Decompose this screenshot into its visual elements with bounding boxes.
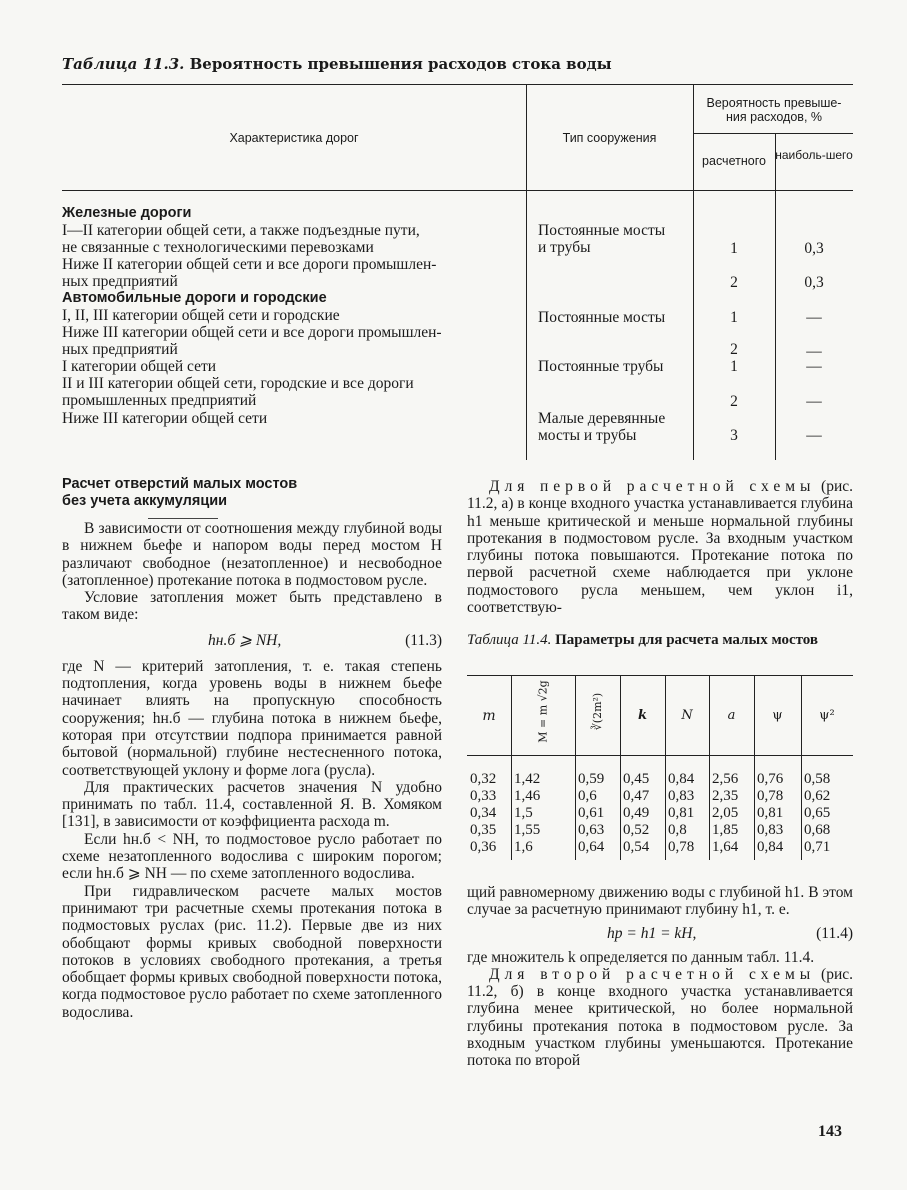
table-row: Ниже III категории общей сети xyxy=(62,410,268,427)
t114-head-psi: ψ xyxy=(772,708,783,723)
section-title: Расчет отверстий малых мостов без учета аккумуляции xyxy=(62,476,298,509)
t114-head-m: m xyxy=(482,708,496,724)
max-cell: — xyxy=(806,358,822,375)
cell: 0,34 xyxy=(470,805,497,821)
table-row xyxy=(467,839,853,856)
scheme-lead: Для второй расчетной схемы xyxy=(489,965,816,983)
table-row: I, II, III категории общей сети и городские xyxy=(62,307,340,324)
calc-cell: 1 xyxy=(730,309,738,326)
table-row xyxy=(467,771,853,788)
table-row xyxy=(467,788,853,805)
paragraph: (рис. 11.2, а) в конце входного участка устанавливается глубина h1 меньше критической и меньше нормальной глубины протекания в подмостовом русле. За входным участком глубины потока повышаются. Протекание потока по первой расчетной схеме наблюдается при уклоне подмостового русла меньшем, чем уклон i1, соответствую- xyxy=(467,478,854,617)
cell: 0,84 xyxy=(668,771,695,787)
table-top-rule xyxy=(62,84,853,85)
cell: 2,56 xyxy=(712,771,739,787)
table-row: ных предприятий xyxy=(62,341,178,358)
cell: 0,54 xyxy=(623,839,650,855)
paragraph: щий равномерному движению воды с глубиной h1. В этом случае за расчетную принимают глубину h1, т. е. xyxy=(467,884,853,919)
formula: hр = h1 = kH, xyxy=(607,924,697,942)
calc-cell: 3 xyxy=(730,427,738,444)
type-cell: Постоянные трубы xyxy=(538,358,664,375)
header-max: наиболь-шего xyxy=(775,148,853,162)
cell: 0,33 xyxy=(470,788,497,804)
right-column-top xyxy=(467,478,853,616)
table-vrule-3 xyxy=(775,134,776,460)
cell: 0,71 xyxy=(804,839,831,855)
table-header-rule xyxy=(62,190,853,191)
calc-cell: 1 xyxy=(730,240,738,257)
cell: 0,83 xyxy=(757,822,784,838)
formula-block xyxy=(467,919,853,949)
cell: 1,55 xyxy=(514,822,541,838)
table-row: Ниже III категории общей сети и все дороги промышлен- xyxy=(62,324,442,341)
calc-cell: 2 xyxy=(730,274,738,291)
cell: 1,5 xyxy=(514,805,533,821)
paragraph: (рис. 11.2, б) в конце входного участка устанавливается глубина менее критической, но более нормальной глубины протекания потока в подмостовом русле. За входным участком глубины уменьшаются. Протекание потока по второй xyxy=(467,965,853,1070)
formula: hн.б ⩾ NH, xyxy=(208,631,282,649)
formula-number: (11.3) xyxy=(405,631,442,649)
cell: 0,81 xyxy=(668,805,695,821)
max-cell: 0,3 xyxy=(804,240,824,257)
header-type: Тип сооружения xyxy=(562,131,657,145)
table-row: ных предприятий xyxy=(62,273,178,290)
calc-cell: 2 xyxy=(730,341,738,358)
t114-head-N: N xyxy=(681,708,693,723)
table-11-4-caption: Таблица 11.4. Параметры для расчета малых мостов xyxy=(467,632,819,648)
header-calc: расчетного xyxy=(702,154,766,168)
table-row xyxy=(467,822,853,839)
table-row: Железные дороги xyxy=(62,205,192,221)
cell: 0,35 xyxy=(470,822,497,838)
cell: 1,6 xyxy=(514,839,533,855)
table-row: II и III категории общей сети, городские и все дороги xyxy=(62,375,414,392)
right-column-bottom xyxy=(467,884,853,1070)
cell: 0,58 xyxy=(804,771,831,787)
type-cell: мосты и трубы xyxy=(538,427,637,444)
table-row: I категории общей сети xyxy=(62,358,217,375)
table-row: I—II категории общей сети, а также подъездные пути, xyxy=(62,222,420,239)
calc-cell: 2 xyxy=(730,393,738,410)
t114-head-k: k xyxy=(637,708,647,723)
t114-head-a: a xyxy=(727,708,736,723)
max-cell: — xyxy=(806,343,822,360)
paragraph: Если hн.б < NH, то подмостовое русло работает по схеме незатопленного водослива с широким порогом; если hн.б ⩾ NH — по схеме затопленного водослива. xyxy=(62,830,442,883)
cell: 0,63 xyxy=(578,822,605,838)
cell: 0,61 xyxy=(578,805,605,821)
scheme-lead: Для первой расчетной схемы xyxy=(489,478,816,495)
table-row: Ниже II категории общей сети и все дороги промышлен- xyxy=(62,256,437,273)
t114-header-rule xyxy=(467,755,853,756)
header-probability: Вероятность превыше-ния расходов, % xyxy=(706,96,842,124)
table-row: не связанные с технологическими перевозками xyxy=(62,239,374,256)
cell: 0,59 xyxy=(578,771,605,787)
table-row: Автомобильные дороги и городские xyxy=(62,290,327,306)
cell: 0,8 xyxy=(668,822,687,838)
paragraph: Для практических расчетов значения N удобно принимать по табл. 11.4, составленной Я. В. Хомяком [131], в зависимости от коэффициента расхода m. xyxy=(62,778,442,831)
cell: 0,81 xyxy=(757,805,784,821)
t114-head-M: M = m √2g xyxy=(536,680,550,743)
cell: 2,05 xyxy=(712,805,739,821)
max-cell: 0,3 xyxy=(804,274,824,291)
cell: 0,76 xyxy=(757,771,784,787)
t114-head-root: ∛(2m²) xyxy=(591,692,604,731)
max-cell: — xyxy=(806,427,822,444)
formula-number: (11.4) xyxy=(816,924,853,942)
cell: 0,64 xyxy=(578,839,605,855)
table-11-3-caption: Таблица 11.3. Вероятность превышения расходов стока воды xyxy=(62,55,612,73)
cell: 0,6 xyxy=(578,788,597,804)
table-row xyxy=(467,805,853,822)
paragraph: где N — критерий затопления, т. е. такая степень подтопления, когда уровень воды в нижнем бьефе начинает влиять на пропускную способность сооружения; hн.б — глубина потока в нижнем бьефе, которая при отсутствии подпора принимается равной бытовой (нормальной) глубине нестесненного потока, соответствующей уклону и форме лога (русла). xyxy=(62,657,442,779)
cell: 0,83 xyxy=(668,788,695,804)
cell: 0,68 xyxy=(804,822,831,838)
cell: 0,62 xyxy=(804,788,831,804)
t114-top-rule xyxy=(467,675,853,676)
cell: 0,45 xyxy=(623,771,650,787)
table-row: промышленных предприятий xyxy=(62,392,257,409)
cell: 0,47 xyxy=(623,788,650,804)
max-cell: — xyxy=(806,393,822,410)
cell: 0,49 xyxy=(623,805,650,821)
cell: 0,84 xyxy=(757,839,784,855)
paragraph: Условие затопления может быть представлено в таком виде: xyxy=(62,589,442,624)
cell: 1,42 xyxy=(514,771,541,787)
calc-cell: 1 xyxy=(730,358,738,375)
header-characteristic: Характеристика дорог xyxy=(229,131,359,145)
cell: 2,35 xyxy=(712,788,739,804)
paragraph: В зависимости от соотношения между глубиной воды в нижнем бьефе и напором воды перед мостом H различают свободное (незатопленное) и несвободное (затопленное) протекание потока в подмостовом русле. xyxy=(62,520,442,589)
cell: 0,65 xyxy=(804,805,831,821)
cell: 0,36 xyxy=(470,839,497,855)
paragraph: При гидравлическом расчете малых мостов принимают три расчетные схемы протекания потока в подмостовых руслах (рис. 11.2). Первые две из них обобщают формы кривых свободной поверхности потоков в условиях свободного протекания, а третья обобщает формы кривых свободной поверхности потока, когда подмостовое русло работает по схеме затопленного водослива. xyxy=(62,882,442,1021)
paragraph: где множитель k определяется по данным табл. 11.4. xyxy=(467,948,815,966)
t114-head-psi2: ψ² xyxy=(819,708,835,723)
left-column-text xyxy=(62,520,442,1021)
cell: 1,46 xyxy=(514,788,541,804)
type-cell: Малые деревянные xyxy=(538,410,666,427)
table-subheader-rule xyxy=(693,133,853,134)
cell: 0,52 xyxy=(623,822,650,838)
max-cell: — xyxy=(806,309,822,326)
type-cell: и трубы xyxy=(538,239,591,256)
section-underline xyxy=(148,518,218,519)
type-cell: Постоянные мосты xyxy=(538,309,666,326)
cell: 0,78 xyxy=(668,839,695,855)
type-cell: Постоянные мосты xyxy=(538,222,666,239)
page-number: 143 xyxy=(818,1123,842,1140)
cell: 1,64 xyxy=(712,839,739,855)
t114-body xyxy=(467,771,853,856)
cell: 0,32 xyxy=(470,771,497,787)
cell: 1,85 xyxy=(712,822,739,838)
formula-block xyxy=(62,624,442,658)
cell: 0,78 xyxy=(757,788,784,804)
